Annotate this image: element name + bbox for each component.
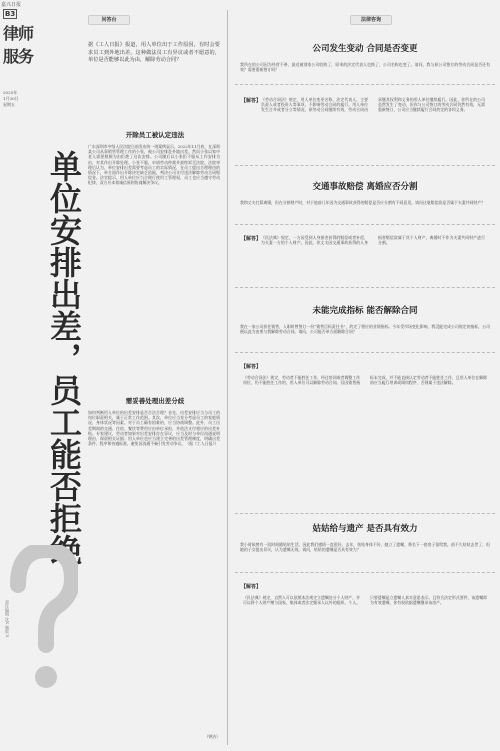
q1-answer: 《劳动合同法》规定，用人单位变更名称、法定代表人、主要负责人或者投资人等事项，不影响劳动合同的履行。用人单位发生合并或者分立等情况，原劳动合同继续有效，劳动合同由承继其权利和义务的用人单位继续履行。因此，你所在的公司虽然发生了变动，但你与公司签订的劳动合同仍然有效，无需重新签订，公司应当继续履行合同约定的各项义务。 (261, 97, 485, 113)
editor-line: 责任编辑 沈X 制版 X (5, 600, 10, 638)
article-body-1: 广东深圳市中级人民法院日前发布的一则案例显示，2022年11月底，在深圳某公司从事销售管理工作的小张，被公司安排赴外地出差。然而小张以家中老人需要照顾为由拒绝了这次安排。公司随后以小张拒不服从工作安排为由，对其作出开除处理。小张不服，申请劳动仲裁并最终诉至法院。法院审理后认为，单位安排出差需要考虑员工的实际情况，在员工提出合理理由的情况下，单方面作出开除决定缺乏依据，判决公司支付违法解除劳动合同赔偿金。法官提示，用人单位应当合理行使用工管理权，员工也应当遵守劳动纪律，双方应本着诚信原则协商解决争议。 (88, 144, 220, 186)
date-weekday: 星期五 (3, 102, 15, 107)
article-body-2: 如何判断用人单位的出差安排是否合法合理？首先，出差安排应当与员工的岗位职责相关，属于正常工作范围。其次，单位应当充分考虑员工的家庭情况、身体状况等因素。对于员工确有困难的，应当协商调整。此外，员工出差期间的交通、住宿、餐饮等费用应由单位承担，并依法支付相应的出差补贴。专家建议，劳动者如果对出差安排存在异议，应当及时与单位沟通说明理由，保留相关证据；用人单位也应当建立完善的出差管理制度，明确出差条件、程序和待遇标准，避免因沟通不畅引发劳动争议。（据《工人日报》） (88, 410, 220, 447)
question-mark-icon (8, 545, 78, 705)
q2-answer: 《民法典》规定，一方因受到人身损害获得的赔偿或者补偿，为夫妻一方的个人财产。因此，你丈夫因交通事故获得的人身损害赔偿款属于其个人财产，离婚时不作为夫妻共同财产进行分割。 (261, 235, 485, 246)
q1-answer-box (235, 84, 495, 166)
q3-question: 我在一家公司担任销售，入职时曾签订一份“销售目标责任书”，约定了相应的业绩指标。今年受市场变化影响，我没能完成公司规定的指标，公司便以此为由要与我解除劳动合同。请问，公司能否单方面解除合同？ (240, 324, 490, 335)
q2-title: 交通事故赔偿 离婚应否分割 (312, 182, 418, 192)
q4-title: 姑姑给与遗产 是否具有效力 (312, 524, 418, 534)
q4-question: 我小时候曾有一段时间随姑姑生活，因此我们感情一直很好。去年，姑姑身体不好，她立了遗嘱，将名下一套房子留给我。前不久姑姑去世了，但她的子女提出异议，认为遗嘱无效。请问，姑姑的遗嘱是否具有效力？ (240, 542, 490, 553)
question-mark-graphic (8, 545, 78, 705)
q3-answer: 《劳动合同法》规定，劳动者不能胜任工作，经过培训或者调整工作岗位，仍不能胜任工作的，用人单位可以解除劳动合同。仅因销售指标未完成，并不能直接认定劳动者不能胜任工作，且用人单位在解除前应当履行培训或调岗程序，否则属于违法解除。 (243, 375, 487, 386)
q1-answer-label: 【解答】 (241, 98, 262, 104)
q3-title: 未能完成指标 能否解除合同 (312, 306, 418, 316)
subheading-disagreement: 需妥善处理出差分歧 (125, 397, 185, 405)
q4-answer-label: 【解答】 (241, 584, 262, 590)
main-headline: 单位安排出差，员工能否拒绝 (45, 150, 83, 566)
section-name-2: 服务 (3, 47, 34, 66)
intro-question: 据《工人日报》报道，用人单位出于工作原因，有时会要求员工到外地出差，这种做法员工有异议或者不愿意的，单位是否能够以此为由，解除劳动合同？ (88, 42, 220, 64)
q2-answer-box (235, 224, 495, 288)
page-divider (227, 10, 228, 745)
paper-name: 嘉兴日报 (1, 2, 22, 8)
section-name-1: 律师 (3, 24, 34, 43)
subheading-dismissal: 开除员工被认定违法 (125, 131, 185, 139)
date-day: 1月30日 (3, 96, 19, 101)
q3-answer-label: 【解答】 (241, 364, 262, 370)
q1-title: 公司发生变动 合同是否变更 (312, 44, 418, 54)
right-section-tag: 法律咨询 (350, 15, 392, 25)
q4-answer-box (235, 572, 495, 745)
q2-question: 我和丈夫打算离婚，但在分割财产时，对于他前几年因为交通事故获得的赔偿是否应分割有不同意见。请问这笔赔偿款是否属于夫妻共同财产？ (240, 200, 486, 205)
q2-answer-label: 【解答】 (241, 236, 262, 242)
article-footnote: （钟洁） (204, 734, 220, 739)
page-number: B3 (5, 10, 16, 18)
q1-question: 我所在的公司因为经营不善，最近被别家公司收购了，原来的法定代表人也换了，公司名称也变了。请问，我与原公司签订的劳动合同是否还有效？需要重新签订吗？ (240, 62, 490, 73)
left-section-tag: 问答台 (88, 15, 130, 25)
date-year: 2025年 (3, 90, 18, 95)
q4-answer: 《民法典》规定，自然人可以依照本法规定立遗嘱处分个人财产，并可以将个人财产赠与国家、集体或者法定继承人以外的组织、个人。只要遗嘱是立遗嘱人真实意思表示，且符合法定形式要件，该遗嘱即为有效遗嘱，你有权依据遗嘱继承该房产。 (243, 595, 487, 606)
q3-answer-box (235, 352, 495, 514)
